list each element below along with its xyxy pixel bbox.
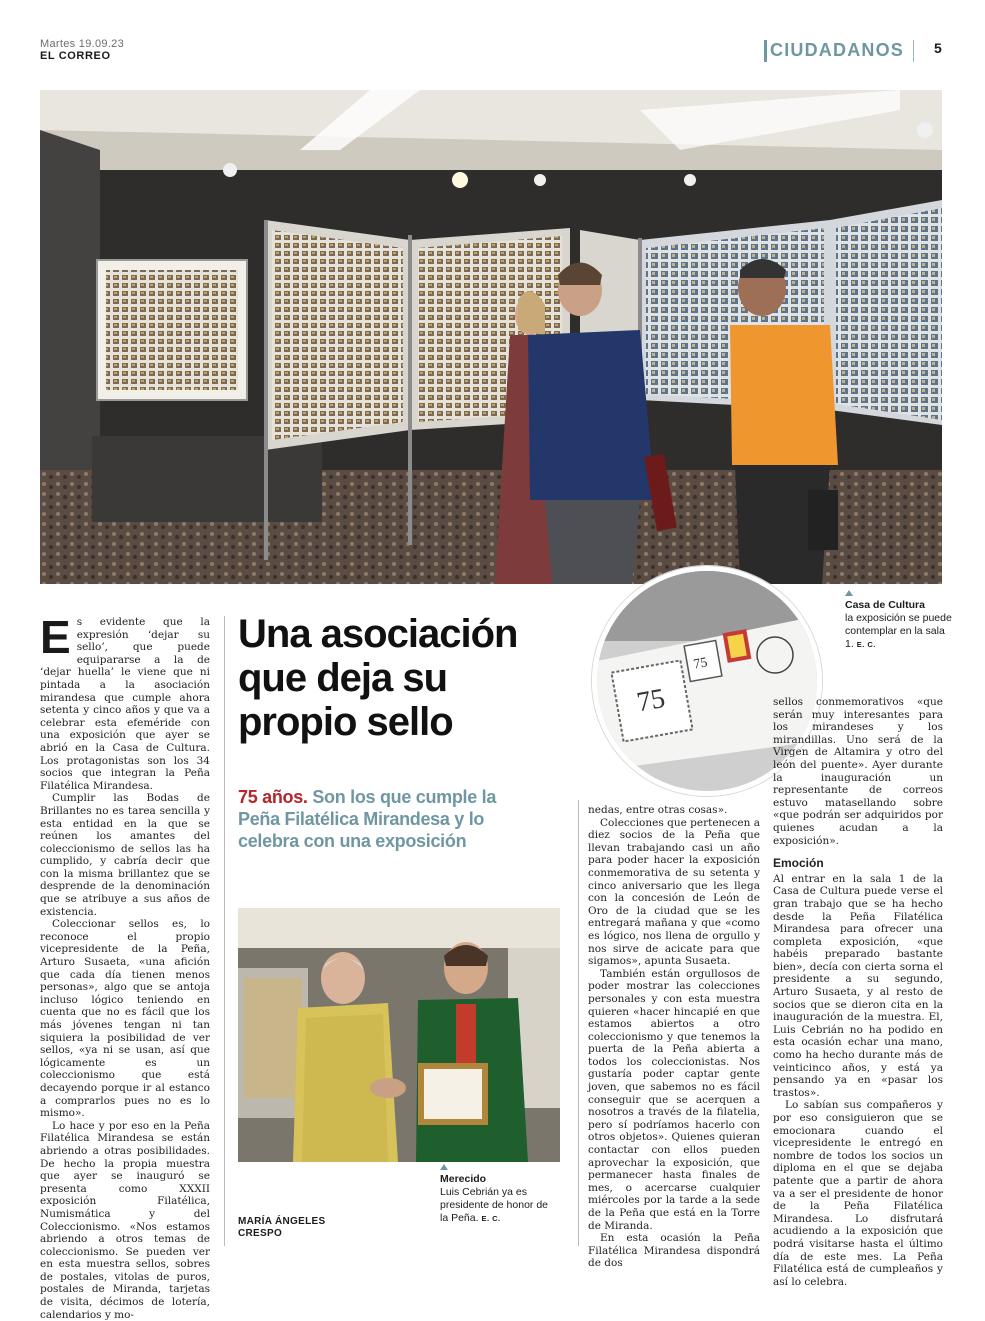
subheading-emocion: Emoción <box>773 856 824 871</box>
headline: Una asociación que deja su propio sello <box>238 612 518 744</box>
newspaper-name: EL CORREO <box>40 50 111 62</box>
byline <box>238 1216 325 1240</box>
secondary-photo-caption <box>440 1164 558 1225</box>
column-rule <box>578 800 579 1246</box>
caption-marker <box>440 1164 448 1170</box>
issue-date: Martes 19.09.23 <box>40 38 124 50</box>
paragraph: Cumplir las Bodas de Brillantes no es tarea sencilla y esta entidad en la que se reúnen los amantes del coleccionismo de sellos las ha cumplido, y cabría decir que con la misma brillantez que se desprende de la denominación que se atribuye a sus años de existencia. <box>40 792 210 918</box>
paragraph: Al entrar en la sala 1 de la Casa de Cultura puede verse el gran trabajo que se ha hecho desde la Peña Filatélica Mirandesa para ofrecer una completa exposición, «que habéis preparado bastante bien», decía con cierta sorna el presidente a su segundo, Arturo Susaeta, y al resto de socios que se dieron cita en la inauguración de la muestra. El, Luis Cebrián no ha podido en esta ocasión echar una mano, como ha hecho durante más de veinticinco años, y está ya pensando ya en «pasar los trastos». <box>773 872 943 1099</box>
article-column-1 <box>40 611 210 1321</box>
caption-credit: E. C. <box>856 640 876 649</box>
caption-text: la exposición se puede contemplar en la sala 1. <box>845 612 952 650</box>
section-divider <box>764 40 767 62</box>
paragraph: Lo sabían sus compañeros y por eso consiguieron que se emocionara cuando el vicepresidente le entregó en nombre de todos los socios un diploma en el que se dejaba patente que a partir de ahora va a ser el presidente de honor de la Peña Filatélica Mirandesa. Lo disfrutará acudiendo a la exposición que podrá visitarse hasta el último día de este mes. La Peña Filatélica está de cumpleaños y así lo celebra. <box>773 1099 943 1288</box>
caption-text: Luis Cebrián ya es presidente de honor de la Peña. <box>440 1186 548 1224</box>
article-column-3 <box>588 804 760 1270</box>
paragraph: s evidente que la expresión ‘dejar su sello’, que puede equipararse a la de ‘dejar huella’ le viene que ni pintada a la asociación mirandesa que cumple ahora setenta y cinco años y que va a celebrar esta efeméride con una exposición que ayer se abrió en la Casa de Cultura. Los protagonistas son los 34 socios que integran la Peña Filatélica Mirandesa. <box>40 616 210 792</box>
caption-title: Casa de Cultura <box>845 599 925 611</box>
caption-marker <box>845 590 853 596</box>
paragraph: Colecciones que pertenecen a diez socios de la Peña que llevan trabajando casi un año para poder hacer la exposición conmemorativa de su setenta y cinco aniversario que les llega con la concesión de León de Oro de la ciudad que se les entregará mañana y que «como es lógico, nos llena de orgullo y nos sirve de acicate para que sigamos», apunta Susaeta. <box>588 816 760 968</box>
deck-subtitle <box>238 786 538 852</box>
paragraph: Lo hace y por eso en la Peña Filatélica Mirandesa se están abriendo a otras posibilidades. De hecho la propia muestra que ayer se inauguró se presenta como XXXII exposición Filatélica, Numismática y del Coleccionismo. «Nos estamos abriendo a otros temas de coleccionismo. Se pueden ver en esta muestra sellos, sobres de postales, vitolas de puros, postales de Miranda, tarjetas de visita, décimos de lotería, calendarios y mo- <box>40 1119 210 1321</box>
paragraph: En esta ocasión la Peña Filatélica Mirandesa dispondrá de dos <box>588 1232 760 1270</box>
stamp-number-small: 75 <box>692 655 709 673</box>
main-photo-caption <box>845 590 955 651</box>
byline-line-1: MARÍA ÁNGELES <box>238 1216 326 1227</box>
deck-lead: 75 años. <box>238 787 308 807</box>
drop-cap: E <box>40 611 71 663</box>
diploma-handover-illustration <box>238 908 560 1162</box>
paragraph: sellos conmemorativos «que serán muy interesantes para los mirandeses y los mirandillas. Uno será de la Virgen de Altamira y otro del león del puente». Ayer durante la inauguración un representante de correos estuvo matasellando sobre «que podrán ser adquiridos por quienes acudan a la exposición». <box>773 696 943 847</box>
main-photo-exhibition <box>40 90 942 584</box>
stamp-number-large: 75 <box>634 682 668 719</box>
page-number: 5 <box>934 40 942 56</box>
byline-line-2: CRESPO <box>238 1228 283 1239</box>
paragraph: Coleccionar sellos es, lo reconoce el propio vicepresidente de la Peña, Arturo Susaeta, «una afición que cada día tienen menos personas», algo que se antoja incluso lógico teniendo en cuenta que no es fácil que los más jóvenes tengan ni tan siquiera la posibilidad de ver sellos, «ya ni se usan, así que lógicamente es un coleccionismo que está decayendo porque ir al estanco a comprarlos pues no es lo mismo». <box>40 918 210 1120</box>
caption-credit: E. C. <box>481 1214 501 1223</box>
article-column-4 <box>773 696 943 1288</box>
secondary-photo-diploma <box>238 908 560 1162</box>
caption-title: Merecido <box>440 1173 487 1185</box>
paragraph: También están orgullosos de poder mostrar las colecciones personales y con esta muestra quieren «hacer hincapié en que estamos abiertos a otro coleccionismo y que tenemos la puerta de la Peña abierta a todos los coleccionistas. Nos gustaría poder captar gente joven, que sabemos no es fácil conseguir que se acerquen a nosotros a través de la filatelia, pero sí podríamos hacerlo con otros objetos». Quienes quieran contactar con ellos pueden aprovechar la exposición, que permanecer hasta finales de mes, o acercarse cualquier miércoles por la tarde a la sede de la Peña que está en la Torre de Miranda. <box>588 967 760 1232</box>
paragraph: nedas, entre otras cosas». <box>588 804 728 816</box>
deck-text: Son los que cumple la Peña Filatélica Mirandesa y lo celebra con una exposición <box>238 787 497 851</box>
section-title: CIUDADANOS <box>770 40 905 60</box>
column-rule <box>224 616 225 1246</box>
exhibition-illustration <box>40 90 942 584</box>
page-divider <box>913 40 914 62</box>
